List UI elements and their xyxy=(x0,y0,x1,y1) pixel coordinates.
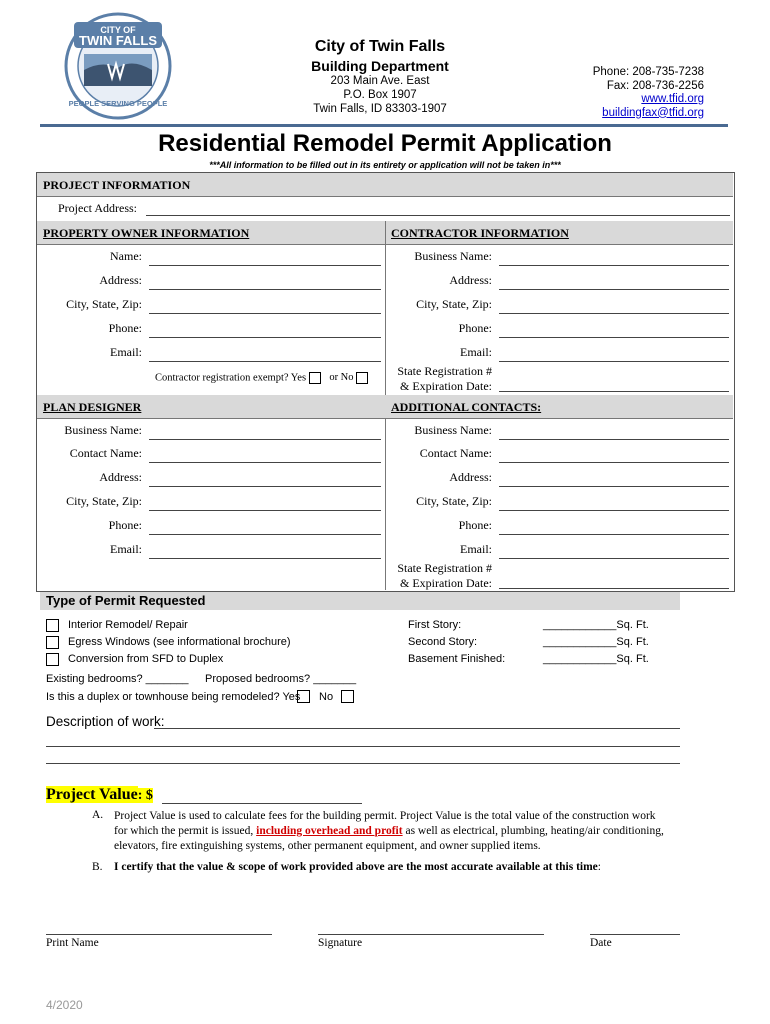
additional-email-label: Email: xyxy=(460,542,492,556)
owner-address-field[interactable] xyxy=(149,289,381,290)
item-a-line-2a: for which the permit is issued, xyxy=(114,825,257,837)
project-address-label: Project Address: xyxy=(58,201,137,215)
contractor-email-field[interactable] xyxy=(499,361,729,362)
owner-heading: PROPERTY OWNER INFORMATION xyxy=(43,226,250,240)
designer-phone-field[interactable] xyxy=(149,534,381,535)
egress-windows-label: Egress Windows (see informational brochure) xyxy=(68,636,291,648)
duplex-question: Is this a duplex or townhouse being remodeled? Yes xyxy=(46,691,301,703)
additional-reg-field[interactable] xyxy=(499,588,729,589)
overhead-profit-emphasis: including overhead and profit xyxy=(256,825,403,837)
additional-reg-label-1: State Registration # xyxy=(397,561,492,575)
signature-field[interactable] xyxy=(318,934,544,935)
designer-email-label: Email: xyxy=(110,542,142,556)
phone: Phone: 208-735-7238 xyxy=(592,66,704,78)
owner-email-label: Email: xyxy=(110,345,142,359)
duplex-no-checkbox[interactable] xyxy=(341,690,354,703)
contractor-reg-label-2: & Expiration Date: xyxy=(400,379,492,393)
additional-business-label: Business Name: xyxy=(414,423,492,437)
item-a-letter: A. xyxy=(92,809,104,821)
interior-remodel-label: Interior Remodel/ Repair xyxy=(68,619,188,631)
description-field-3[interactable] xyxy=(46,763,680,764)
item-a-line-3: elevators, fire extinguishing systems, other permanent equipment, and owner supplied items. xyxy=(114,840,541,852)
conversion-label: Conversion from SFD to Duplex xyxy=(68,653,224,665)
designer-email-field[interactable] xyxy=(149,558,381,559)
basement-label: Basement Finished: xyxy=(408,653,506,665)
owner-city-field[interactable] xyxy=(149,313,381,314)
item-a-line-1: Project Value is used to calculate fees for the building permit. Project Value is the total value of the construction work xyxy=(114,810,656,822)
basement-sqft[interactable]: ____________Sq. Ft. xyxy=(543,653,649,665)
interior-remodel-checkbox[interactable] xyxy=(46,619,59,632)
additional-address-label: Address: xyxy=(449,470,492,484)
item-a-line-2b: as well as electrical, plumbing, heating/air conditioning, xyxy=(402,825,664,837)
page-title: Residential Remodel Permit Application xyxy=(158,130,612,157)
instructions-note: ***All information to be filled out in its entirety or application will not be taken in*** xyxy=(209,160,561,170)
owner-city-label: City, State, Zip: xyxy=(66,297,142,311)
owner-phone-label: Phone: xyxy=(108,321,142,335)
additional-email-field[interactable] xyxy=(499,558,729,559)
contractor-email-label: Email: xyxy=(460,345,492,359)
email-link[interactable]: buildingfax@tfid.org xyxy=(602,106,704,119)
contractor-business-label: Business Name: xyxy=(414,249,492,263)
certify-statement: I certify that the value & scope of work provided above are the most accurate available at this time xyxy=(114,861,598,873)
second-story-label: Second Story: xyxy=(408,636,478,648)
fax: Fax: 208-736-2256 xyxy=(606,79,704,92)
contractor-address-field[interactable] xyxy=(499,289,729,290)
contractor-city-field[interactable] xyxy=(499,313,729,314)
additional-address-field[interactable] xyxy=(499,486,729,487)
project-value-field[interactable] xyxy=(162,803,362,804)
designer-city-field[interactable] xyxy=(149,510,381,511)
contractor-phone-label: Phone: xyxy=(458,321,492,335)
additional-city-label: City, State, Zip: xyxy=(416,494,492,508)
print-name-label: Print Name xyxy=(46,937,99,949)
contractor-city-label: City, State, Zip: xyxy=(416,297,492,311)
department-name: Building Department xyxy=(311,58,449,74)
second-story-sqft[interactable]: ____________Sq. Ft. xyxy=(543,636,649,648)
svg-text:PEOPLE SERVING PEOPLE: PEOPLE SERVING PEOPLE xyxy=(68,99,168,108)
description-label: Description of work: xyxy=(46,714,165,729)
additional-phone-field[interactable] xyxy=(499,534,729,535)
project-value-row xyxy=(46,786,153,804)
description-field-1[interactable] xyxy=(154,728,680,729)
print-name-field[interactable] xyxy=(46,934,272,935)
permit-heading: Type of Permit Requested xyxy=(46,593,206,608)
additional-business-field[interactable] xyxy=(499,439,729,440)
contractor-heading: CONTRACTOR INFORMATION xyxy=(391,226,569,240)
address-line-3: Twin Falls, ID 83303-1907 xyxy=(313,103,447,115)
svg-text:TWIN FALLS: TWIN FALLS xyxy=(79,33,157,48)
date-label: Date xyxy=(590,937,612,949)
address-line-2: P.O. Box 1907 xyxy=(343,89,417,101)
first-story-sqft[interactable]: ____________Sq. Ft. xyxy=(543,619,649,631)
duplex-yes-checkbox[interactable] xyxy=(297,690,310,703)
contact-block xyxy=(593,66,704,120)
exempt-yes-label: Contractor registration exempt? Yes xyxy=(155,372,307,384)
conversion-checkbox[interactable] xyxy=(46,653,59,666)
exempt-no-checkbox[interactable] xyxy=(356,372,368,384)
duplex-no-label: No xyxy=(319,691,334,703)
description-field-2[interactable] xyxy=(46,746,680,747)
date-field[interactable] xyxy=(590,934,680,935)
additional-reg-label-2: & Expiration Date: xyxy=(400,576,492,590)
owner-phone-field[interactable] xyxy=(149,337,381,338)
certify-colon: : xyxy=(597,861,601,873)
first-story-label: First Story: xyxy=(408,619,462,631)
additional-contact-label: Contact Name: xyxy=(419,446,492,460)
owner-name-field[interactable] xyxy=(149,265,381,266)
item-b-letter: B. xyxy=(92,861,103,873)
designer-business-label: Business Name: xyxy=(64,423,142,437)
project-value-dollar: : $ xyxy=(137,788,153,803)
existing-bedrooms[interactable]: Existing bedrooms? _______ xyxy=(46,673,189,685)
designer-additional-band xyxy=(37,395,733,419)
additional-contact-field[interactable] xyxy=(499,462,729,463)
designer-heading: PLAN DESIGNER xyxy=(43,400,142,414)
project-address-field[interactable] xyxy=(146,215,730,216)
exempt-no-label: or No xyxy=(329,372,354,384)
owner-address-label: Address: xyxy=(99,273,142,287)
designer-business-field[interactable] xyxy=(149,439,381,440)
contractor-reg-label-1: State Registration # xyxy=(397,364,492,378)
additional-heading: ADDITIONAL CONTACTS: xyxy=(391,400,542,414)
project-value-label: Project Value xyxy=(46,786,138,803)
item-b-text xyxy=(114,861,601,873)
signature-label: Signature xyxy=(318,937,363,949)
designer-city-label: City, State, Zip: xyxy=(66,494,142,508)
city-seal-logo xyxy=(62,8,174,120)
contractor-business-field[interactable] xyxy=(499,265,729,266)
item-a-line-2 xyxy=(114,824,734,839)
contractor-phone-field[interactable] xyxy=(499,337,729,338)
contractor-reg-field[interactable] xyxy=(499,391,729,392)
address-line-1: 203 Main Ave. East xyxy=(330,75,430,87)
additional-city-field[interactable] xyxy=(499,510,729,511)
revision-date: 4/2020 xyxy=(46,998,83,1012)
owner-name-label: Name: xyxy=(110,249,142,263)
designer-phone-label: Phone: xyxy=(108,518,142,532)
project-info-heading: PROJECT INFORMATION xyxy=(43,178,191,192)
header-rule xyxy=(40,124,728,127)
svg-text:CITY OF: CITY OF xyxy=(100,25,136,35)
egress-windows-checkbox[interactable] xyxy=(46,636,59,649)
city-name: City of Twin Falls xyxy=(314,38,446,55)
proposed-bedrooms[interactable]: Proposed bedrooms? _______ xyxy=(205,673,357,685)
owner-email-field[interactable] xyxy=(149,361,381,362)
contractor-address-label: Address: xyxy=(449,273,492,287)
additional-phone-label: Phone: xyxy=(458,518,492,532)
designer-contact-field[interactable] xyxy=(149,462,381,463)
item-a-text xyxy=(114,809,734,854)
designer-contact-label: Contact Name: xyxy=(69,446,142,460)
exempt-question xyxy=(155,372,368,384)
designer-address-label: Address: xyxy=(99,470,142,484)
exempt-yes-checkbox[interactable] xyxy=(309,372,321,384)
designer-address-field[interactable] xyxy=(149,486,381,487)
website-link[interactable]: www.tfid.org xyxy=(641,93,704,105)
